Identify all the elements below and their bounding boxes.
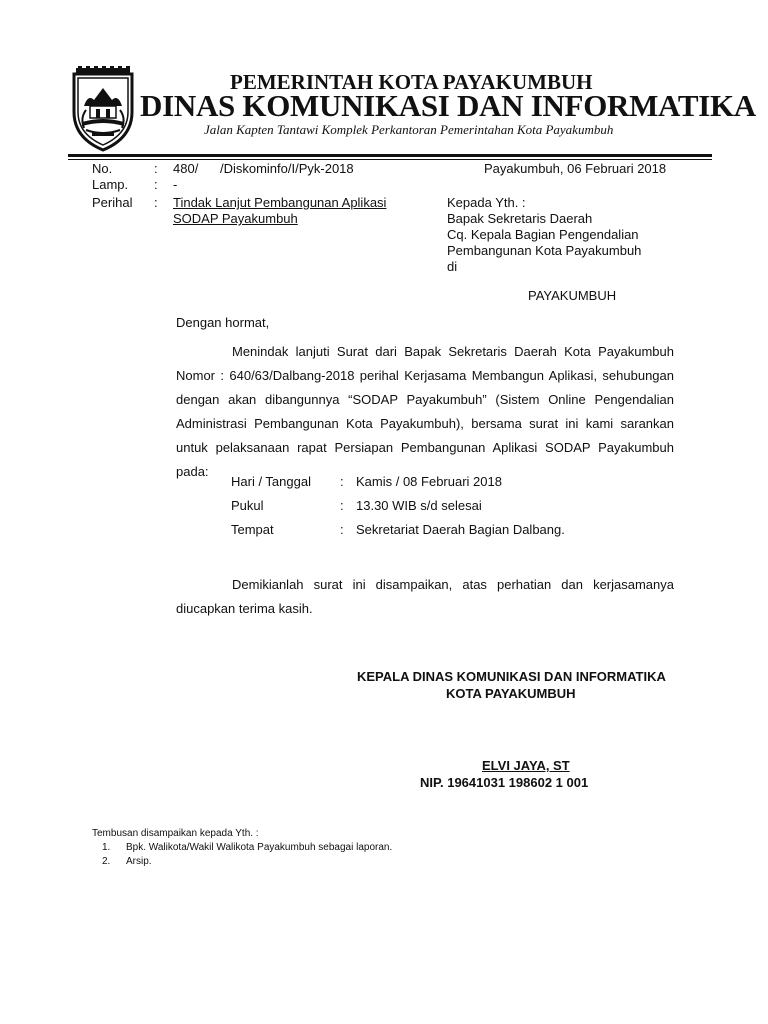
- attachment-colon: :: [154, 177, 158, 192]
- subject-line-1: Tindak Lanjut Pembangunan Aplikasi: [173, 195, 387, 210]
- schedule-value-day: Kamis / 08 Februari 2018: [356, 474, 502, 489]
- paragraph-1-line: Nomor : 640/63/Dalbang-2018 perihal Kerjasama Membangun Aplikasi, sehubungan: [176, 368, 674, 383]
- city-emblem-logo: [66, 66, 140, 152]
- paragraph-1-line: Menindak lanjuti Surat dari Bapak Sekretaris Daerah Kota Payakumbuh: [232, 344, 674, 359]
- paragraph-1-line: Administrasi Pembangunan Kota Payakumbuh), bersama surat ini kami sarankan: [176, 416, 674, 431]
- paragraph-1: [176, 340, 674, 479]
- cc-item-text: Bpk. Walikota/Wakil Walikota Payakumbuh sebagai laporan.: [126, 842, 393, 853]
- letterhead-agency: DINAS KOMUNIKASI DAN INFORMATIKA: [140, 88, 756, 123]
- signatory-nip: NIP. 19641031 198602 1 001: [420, 775, 589, 790]
- header-rule-thick: [68, 154, 712, 157]
- letterhead-address: Jalan Kapten Tantawi Komplek Perkantoran Pemerintahan Kota Payakumbuh: [204, 122, 614, 137]
- paragraph-2-line: diucapkan terima kasih.: [176, 601, 313, 616]
- schedule-value-time: 13.30 WIB s/d selesai: [356, 498, 482, 513]
- cc-item-text: Arsip.: [126, 856, 152, 867]
- number-colon: :: [154, 161, 158, 176]
- number-label: No.: [92, 161, 113, 176]
- signatory-title-1: KEPALA DINAS KOMUNIKASI DAN INFORMATIKA: [357, 669, 666, 684]
- cc-item-number: 1.: [102, 842, 111, 853]
- signatory-title-2: KOTA PAYAKUMBUH: [446, 686, 576, 701]
- recipient-line-2: Bapak Sekretaris Daerah: [447, 211, 593, 226]
- recipient-line-4: Pembangunan Kota Payakumbuh: [447, 243, 642, 258]
- schedule-value-place: Sekretariat Daerah Bagian Dalbang.: [356, 522, 565, 537]
- attachment-value: -: [173, 177, 178, 192]
- subject-label: Perihal: [92, 195, 133, 210]
- subject-colon: :: [154, 195, 158, 210]
- recipient-city: PAYAKUMBUH: [528, 288, 617, 303]
- attachment-label: Lamp.: [92, 177, 129, 192]
- schedule-label-day: Hari / Tanggal: [231, 474, 311, 489]
- paragraph-1-line: dengan akan dibangunnya “SODAP Payakumbuh” (Sistem Online Pengendalian: [176, 392, 674, 407]
- signatory-name: ELVI JAYA, ST: [482, 758, 570, 773]
- greeting: Dengan hormat,: [176, 315, 270, 330]
- place-date: Payakumbuh, 06 Februari 2018: [484, 161, 667, 176]
- cc-heading: Tembusan disampaikan kepada Yth. :: [92, 828, 259, 839]
- paragraph-1-line: untuk pelaksanaan rapat Persiapan Pembangunan Aplikasi SODAP Payakumbuh pada:: [176, 440, 674, 479]
- schedule-label-time: Pukul: [231, 498, 264, 513]
- letter-number: 480/ /Diskominfo/I/Pyk-2018: [173, 161, 354, 176]
- header-rule-thin: [68, 159, 712, 160]
- paragraph-2: [176, 573, 674, 621]
- schedule-colon: :: [340, 498, 344, 513]
- paragraph-2-line: Demikianlah surat ini disampaikan, atas perhatian dan kerjasamanya: [232, 577, 674, 592]
- schedule-colon: :: [340, 474, 344, 489]
- recipient-line-3: Cq. Kepala Bagian Pengendalian: [447, 227, 639, 242]
- letterhead-government: PEMERINTAH KOTA PAYAKUMBUH: [230, 70, 593, 94]
- recipient-line-1: Kepada Yth. :: [447, 195, 526, 210]
- recipient-line-5: di: [447, 259, 458, 274]
- subject-line-2: SODAP Payakumbuh: [173, 211, 298, 226]
- schedule-label-place: Tempat: [231, 522, 274, 537]
- schedule-colon: :: [340, 522, 344, 537]
- cc-item-number: 2.: [102, 856, 111, 867]
